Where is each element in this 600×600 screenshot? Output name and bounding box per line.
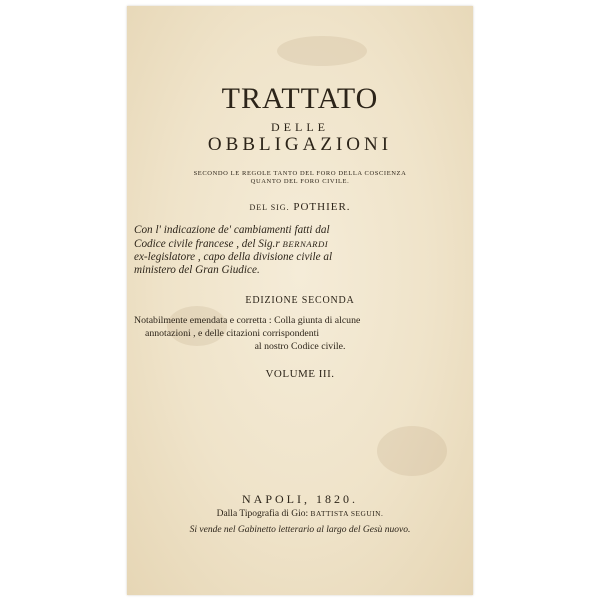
author-name: POTHIER. xyxy=(293,201,351,213)
volume-label: VOLUME III. xyxy=(265,368,335,380)
title-connector: DELLE xyxy=(271,120,329,134)
bernardi-name: BERNARDI xyxy=(282,239,329,249)
note-line-2 xyxy=(134,238,468,250)
note-line-4: ministero del Gran Giudice. xyxy=(134,264,260,276)
note-line-3: ex-legislatore , capo della divisione civile al xyxy=(134,251,333,263)
edition-label: EDIZIONE SECONDA xyxy=(245,295,355,306)
foxing-stain xyxy=(167,306,227,346)
printer-line xyxy=(127,509,473,519)
place-date: NAPOLI, 1820. xyxy=(242,492,358,506)
note-line-2-text: Codice civile francese , del Sig.r xyxy=(134,238,280,250)
author-line xyxy=(127,201,473,213)
book-title-line2: OBBLIGAZIONI xyxy=(207,134,393,155)
note-line-1: Con l' indicazione de' cambiamenti fatti dal xyxy=(134,224,330,236)
book-title: TRATTATO xyxy=(221,82,379,115)
title-page xyxy=(127,6,473,595)
printer-name: BATTISTA SEGUIN. xyxy=(310,509,384,518)
author-prefix: DEL SIG. xyxy=(249,203,290,212)
printer-prefix: Dalla Tipografia di Gio: xyxy=(216,509,309,519)
foxing-stain xyxy=(277,36,367,66)
seller-line: Si vende nel Gabinetto letterario al largo del Gesù nuovo. xyxy=(189,525,411,535)
foxing-stain xyxy=(377,426,447,476)
emendation-line-2: annotazioni , e delle citazioni corrispondenti xyxy=(145,328,320,339)
subtitle-line2: QUANTO DEL FORO CIVILE. xyxy=(250,178,350,185)
subtitle-line1: SECONDO LE REGOLE TANTO DEL FORO DELLA COSCIENZA xyxy=(193,170,407,177)
emendation-line-1: Notabilmente emendata e corretta : Colla giunta di alcune xyxy=(134,315,361,326)
emendation-line-3: al nostro Codice civile. xyxy=(254,341,346,352)
